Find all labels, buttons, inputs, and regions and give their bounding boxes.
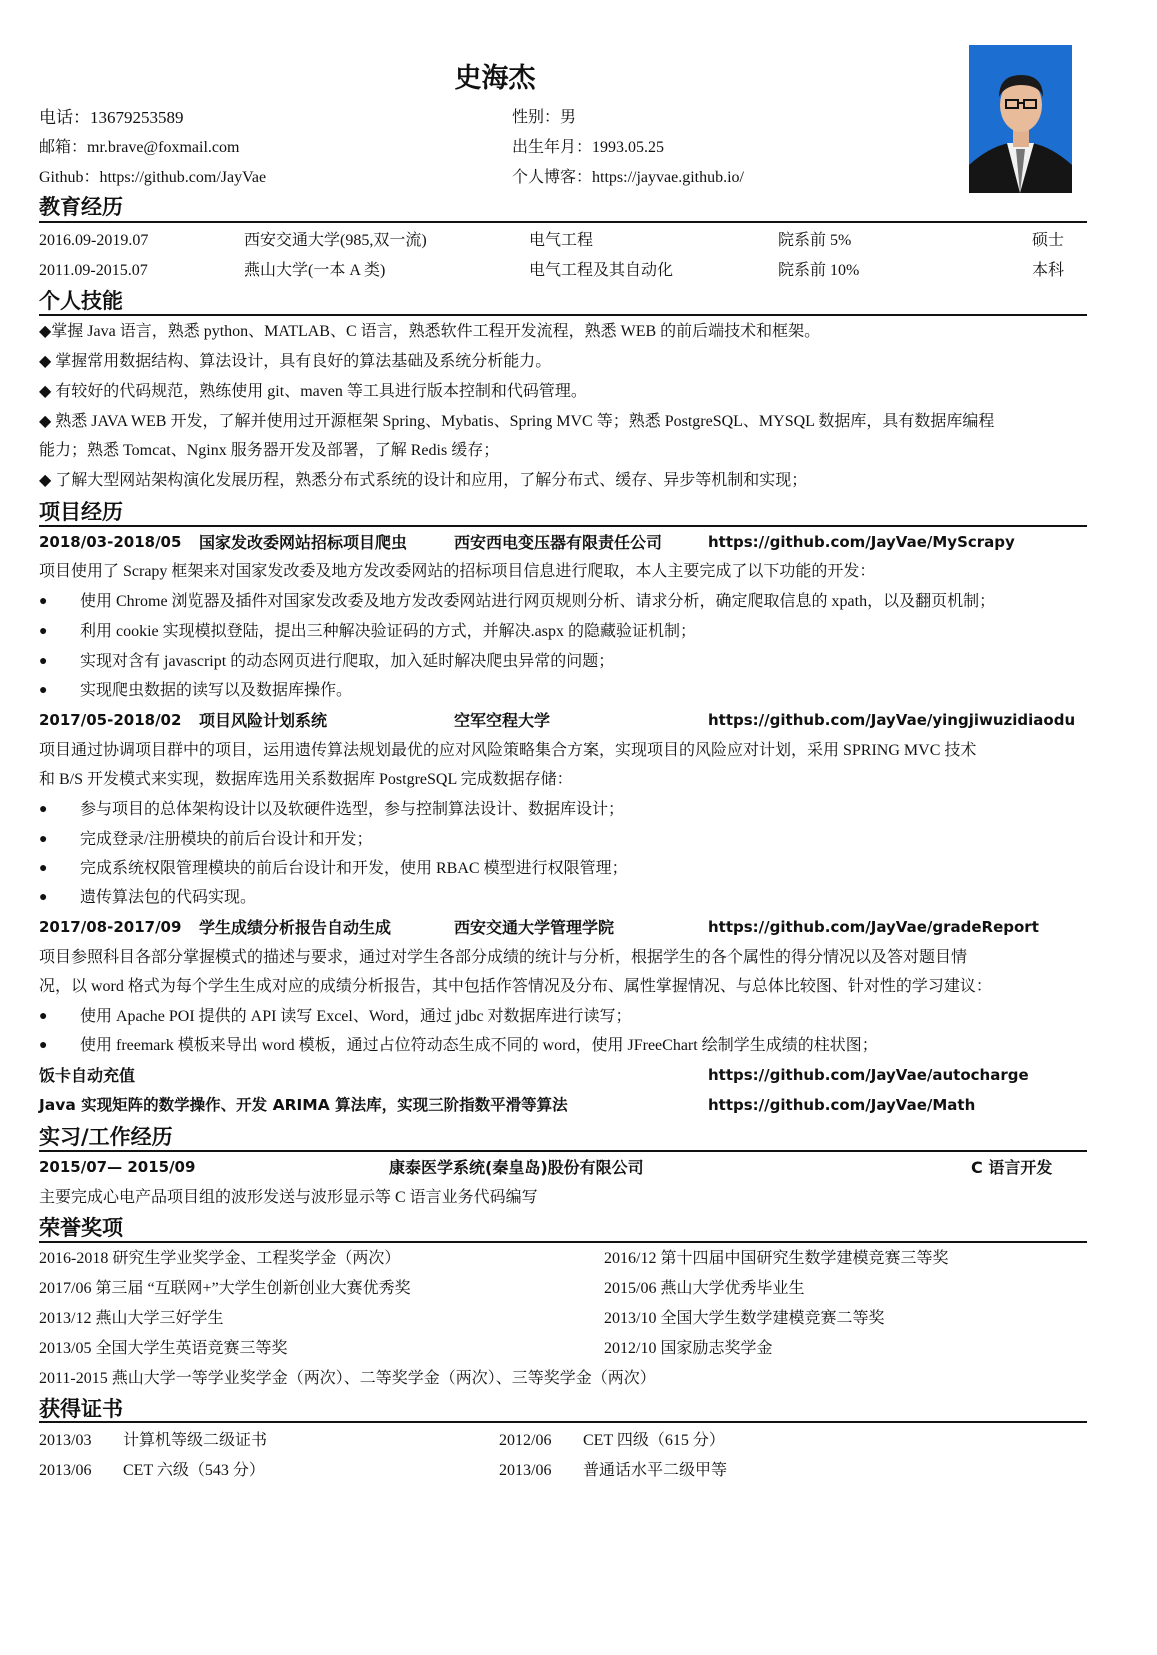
cert-name: 计算机等级二级证书 — [123, 1432, 268, 1449]
project-name: 学生成绩分析报告自动生成 — [199, 918, 392, 937]
skill-item: ◆ 了解大型网站架构演化发展历程，熟悉分布式系统的设计和应用，了解分布式、缓存、异步等机制和实现； — [39, 472, 808, 489]
honor-item: 2013/12 燕山大学三好学生 — [39, 1310, 224, 1327]
section-divider — [39, 221, 1087, 223]
project-org: 空军空程大学 — [454, 711, 551, 730]
edu-school: 燕山大学(一本 A 类) — [244, 262, 386, 279]
project-bullet: 使用 Apache POI 提供的 API 读写 Excel、Word，通过 jdbc 对数据库进行读写； — [80, 1008, 632, 1025]
bullet-icon: ● — [39, 890, 48, 905]
extra-project — [39, 1090, 1087, 1121]
edu-rank: 院系前 10% — [778, 262, 860, 279]
project-desc: 况，以 word 格式为每个学生生成对应的成绩分析报告，其中包括作答情况及分布、属性掌握情况、与总体比较图、针对性的学习建议： — [39, 978, 992, 995]
extra-project — [39, 1060, 1087, 1091]
project-link[interactable]: https://github.com/JayVae/yingjiwuzidiaodu — [708, 711, 1076, 729]
email: 邮箱：mr.brave@foxmail.com — [39, 139, 240, 156]
profile-photo — [969, 45, 1072, 193]
honor-item: 2013/10 全国大学生数学建模竞赛二等奖 — [604, 1310, 885, 1327]
phone: 电话：13679253589 — [39, 108, 184, 127]
project-bullet: 实现对含有 javascript 的动态网页进行爬取，加入延时解决爬虫异常的问题； — [80, 653, 615, 670]
project-period: 2017/08-2017/09 — [39, 918, 182, 936]
bullet-icon: ● — [39, 683, 48, 698]
skill-item: ◆掌握 Java 语言，熟悉 python、MATLAB、C 语言，熟悉软件工程开发流程，熟悉 WEB 的前后端技术和框架。 — [39, 323, 821, 340]
cert-date: 2012/06 — [499, 1432, 552, 1449]
project-header — [39, 912, 1087, 943]
section-title-honors: 荣誉奖项 — [39, 1216, 123, 1240]
project-name: Java 实现矩阵的数学操作、开发 ARIMA 算法库，实现三阶指数平滑等算法 — [39, 1096, 568, 1114]
edu-school: 西安交通大学(985,双一流) — [244, 232, 427, 249]
project-link[interactable]: https://github.com/JayVae/Math — [708, 1096, 976, 1114]
bullet-icon: ● — [39, 654, 48, 669]
project-period: 2018/03-2018/05 — [39, 533, 182, 551]
project-bullet: 参与项目的总体架构设计以及软硬件选型，参与控制算法设计、数据库设计； — [80, 801, 625, 818]
project-desc: 项目参照科目各部分掌握模式的描述与要求，通过对学生各部分成绩的统计与分析，根据学生的各个属性的得分情况以及答对题目情 — [39, 949, 968, 966]
edu-major: 电气工程及其自动化 — [529, 262, 674, 279]
cert-name: CET 六级（543 分） — [123, 1462, 265, 1479]
project-name: 国家发改委网站招标项目爬虫 — [199, 533, 408, 552]
honor-item: 2011-2015 燕山大学一等学业奖学金（两次）、二等奖学金（两次）、三等奖学金（两次） — [39, 1370, 656, 1387]
bullet-icon: ● — [39, 832, 48, 847]
project-name: 项目风险计划系统 — [199, 711, 328, 730]
project-bullet: 使用 freemark 模板来导出 word 模板，通过占位符动态生成不同的 word，使用 JFreeChart 绘制学生成绩的柱状图； — [80, 1037, 878, 1054]
blog-link[interactable]: 个人博客：https://jayvae.github.io/ — [512, 169, 744, 186]
skill-item: ◆ 熟悉 JAVA WEB 开发，了解并使用过开源框架 Spring、Mybatis、Spring MVC 等；熟悉 PostgreSQL、MYSQL 数据库，具有数据库编程 — [39, 413, 995, 430]
cert-date: 2013/03 — [39, 1432, 92, 1449]
bullet-icon: ● — [39, 594, 48, 609]
project-header — [39, 527, 1087, 558]
skill-item: ◆ 掌握常用数据结构、算法设计，具有良好的算法基础及系统分析能力。 — [39, 353, 552, 370]
section-title-projects: 项目经历 — [39, 500, 123, 524]
project-org: 西安交通大学管理学院 — [454, 918, 615, 937]
work-period: 2015/07— 2015/09 — [39, 1158, 196, 1176]
honor-item: 2016/12 第十四届中国研究生数学建模竞赛三等奖 — [604, 1250, 949, 1267]
project-bullet: 实现爬虫数据的读写以及数据库操作。 — [80, 682, 353, 699]
skill-item: ◆ 有较好的代码规范，熟练使用 git、maven 等工具进行版本控制和代码管理。 — [39, 383, 587, 400]
section-title-education: 教育经历 — [39, 195, 123, 219]
bullet-icon: ● — [39, 802, 48, 817]
birth-date: 出生年月：1993.05.25 — [512, 139, 665, 156]
project-period: 2017/05-2018/02 — [39, 711, 182, 729]
project-bullet: 完成登录/注册模块的前后台设计和开发； — [80, 831, 373, 848]
honor-item: 2015/06 燕山大学优秀毕业生 — [604, 1280, 805, 1297]
project-bullet: 利用 cookie 实现模拟登陆，提出三种解决验证码的方式，并解决.aspx 的隐藏验证机制； — [80, 623, 696, 640]
edu-degree: 硕士 — [1032, 232, 1065, 249]
section-divider — [39, 1421, 1087, 1423]
edu-period: 2016.09-2019.07 — [39, 232, 149, 249]
project-desc: 项目使用了 Scrapy 框架来对国家发改委及地方发改委网站的招标项目信息进行爬取，本人主要完成了以下功能的开发： — [39, 563, 876, 580]
cert-date: 2013/06 — [499, 1462, 552, 1479]
edu-rank: 院系前 5% — [778, 232, 852, 249]
edu-period: 2011.09-2015.07 — [39, 262, 148, 279]
project-desc: 和 B/S 开发模式来实现，数据库选用关系数据库 PostgreSQL 完成数据存储： — [39, 771, 573, 788]
bullet-icon: ● — [39, 624, 48, 639]
project-name: 饭卡自动充值 — [39, 1066, 136, 1085]
project-link[interactable]: https://github.com/JayVae/autocharge — [708, 1066, 1029, 1084]
honor-item: 2013/05 全国大学生英语竞赛三等奖 — [39, 1340, 288, 1357]
work-header — [39, 1152, 1087, 1183]
project-desc: 项目通过协调项目群中的项目，运用遗传算法规划最优的应对风险策略集合方案，实现项目的风险应对计划，采用 SPRING MVC 技术 — [39, 742, 977, 759]
edu-degree: 本科 — [1032, 262, 1065, 279]
github-link[interactable]: Github：https://github.com/JayVae — [39, 169, 267, 186]
section-title-certs: 获得证书 — [39, 1397, 123, 1421]
section-divider — [39, 1241, 1087, 1243]
skill-item-continued: 能力；熟悉 Tomcat、Nginx 服务器开发及部署，了解 Redis 缓存； — [39, 442, 500, 459]
education-row — [39, 255, 1087, 286]
work-company: 康泰医学系统(秦皇岛)股份有限公司 — [389, 1158, 644, 1177]
edu-major: 电气工程 — [529, 232, 594, 249]
project-header — [39, 705, 1087, 736]
work-desc: 主要完成心电产品项目组的波形发送与波形显示等 C 语言业务代码编写 — [39, 1189, 538, 1206]
project-org: 西安西电变压器有限责任公司 — [454, 533, 663, 552]
education-row — [39, 225, 1087, 256]
project-bullet: 遗传算法包的代码实现。 — [80, 889, 257, 906]
gender: 性别：男 — [512, 109, 577, 126]
cert-name: CET 四级（615 分） — [583, 1432, 725, 1449]
cert-name: 普通话水平二级甲等 — [583, 1462, 728, 1479]
resume-name: 史海杰 — [454, 63, 536, 94]
bullet-icon: ● — [39, 1009, 48, 1024]
honor-item: 2017/06 第三届 “互联网+”大学生创新创业大赛优秀奖 — [39, 1280, 411, 1297]
honor-item: 2012/10 国家励志奖学金 — [604, 1340, 773, 1357]
section-title-work: 实习/工作经历 — [39, 1125, 173, 1149]
project-link[interactable]: https://github.com/JayVae/MyScrapy — [708, 533, 1015, 551]
project-bullet: 使用 Chrome 浏览器及插件对国家发改委及地方发改委网站进行网页规则分析、请求分析，确定爬取信息的 xpath，以及翻页机制； — [80, 593, 996, 610]
bullet-icon: ● — [39, 1038, 48, 1053]
honor-item: 2016-2018 研究生学业奖学金、工程奖学金（两次） — [39, 1250, 401, 1267]
project-link[interactable]: https://github.com/JayVae/gradeReport — [708, 918, 1039, 936]
bullet-icon: ● — [39, 861, 48, 876]
cert-date: 2013/06 — [39, 1462, 92, 1479]
section-title-skills: 个人技能 — [39, 289, 123, 313]
work-role: C 语言开发 — [971, 1158, 1053, 1177]
project-bullet: 完成系统权限管理模块的前后台设计和开发，使用 RBAC 模型进行权限管理； — [80, 860, 628, 877]
